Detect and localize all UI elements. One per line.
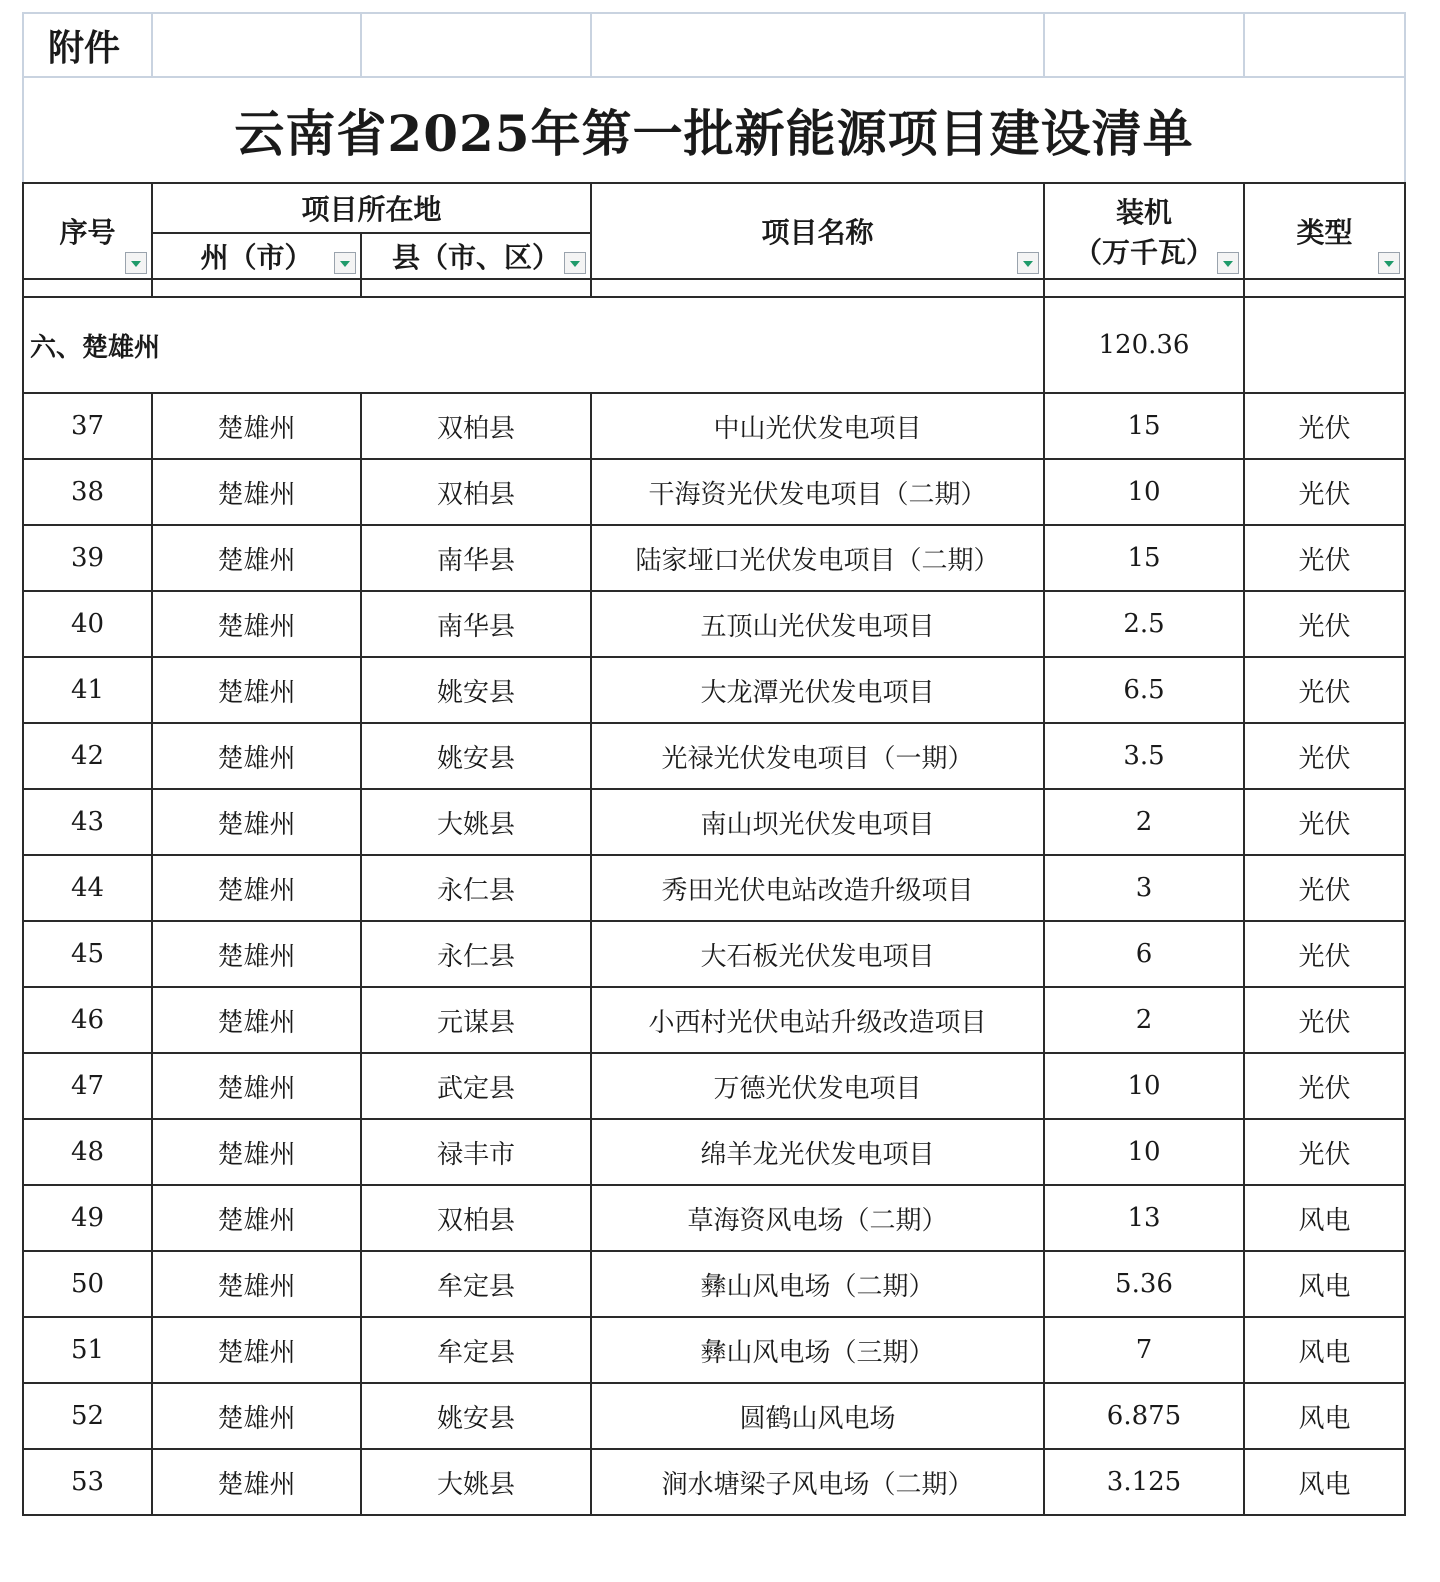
- cell-capacity[interactable]: 3: [1044, 855, 1244, 921]
- cell-type[interactable]: 光伏: [1244, 459, 1405, 525]
- section-row: [23, 297, 1405, 393]
- empty-cell[interactable]: [23, 279, 152, 297]
- cell-county[interactable]: 姚安县: [361, 1383, 591, 1449]
- cell-prefecture[interactable]: 楚雄州: [152, 1251, 361, 1317]
- cell-prefecture[interactable]: 楚雄州: [152, 855, 361, 921]
- cell-project-name[interactable]: 绵羊龙光伏发电项目: [591, 1119, 1044, 1185]
- cell-capacity[interactable]: 3.5: [1044, 723, 1244, 789]
- cell-type[interactable]: 光伏: [1244, 1119, 1405, 1185]
- cell-project-name[interactable]: 大石板光伏发电项目: [591, 921, 1044, 987]
- filter-dropdown-icon[interactable]: [564, 252, 586, 274]
- header-capacity-line2: （万千瓦）: [1073, 236, 1214, 269]
- cell-type[interactable]: 光伏: [1244, 591, 1405, 657]
- attachment-row: [23, 13, 1405, 77]
- cell-seq[interactable]: 37: [23, 393, 152, 459]
- cell-county[interactable]: 姚安县: [361, 723, 591, 789]
- header-capacity[interactable]: [1044, 183, 1244, 279]
- empty-cell[interactable]: [152, 279, 361, 297]
- empty-cell[interactable]: [1244, 279, 1405, 297]
- table-row: [23, 459, 1405, 525]
- filter-dropdown-icon[interactable]: [125, 252, 147, 274]
- cell-prefecture[interactable]: 楚雄州: [152, 525, 361, 591]
- cell-capacity[interactable]: 2: [1044, 789, 1244, 855]
- cell-seq[interactable]: 45: [23, 921, 152, 987]
- cell-county[interactable]: 元谋县: [361, 987, 591, 1053]
- cell-capacity[interactable]: 15: [1044, 393, 1244, 459]
- cell-type[interactable]: 光伏: [1244, 1053, 1405, 1119]
- section-label[interactable]: 六、楚雄州: [23, 297, 1044, 393]
- cell-capacity[interactable]: 15: [1044, 525, 1244, 591]
- empty-cell[interactable]: [1244, 297, 1405, 393]
- empty-cell[interactable]: [361, 279, 591, 297]
- empty-cell[interactable]: [1244, 13, 1405, 77]
- cell-project-name[interactable]: 光禄光伏发电项目（一期）: [591, 723, 1044, 789]
- page-title: 云南省2025年第一批新能源项目建设清单: [23, 77, 1405, 183]
- cell-type[interactable]: 风电: [1244, 1185, 1405, 1251]
- cell-capacity[interactable]: 2: [1044, 987, 1244, 1053]
- spreadsheet: [22, 12, 1404, 1516]
- filter-dropdown-icon[interactable]: [1217, 252, 1239, 274]
- cell-type[interactable]: 光伏: [1244, 855, 1405, 921]
- cell-type[interactable]: 风电: [1244, 1449, 1405, 1515]
- header-location: 项目所在地: [152, 183, 591, 233]
- cell-seq[interactable]: 41: [23, 657, 152, 723]
- cell-seq[interactable]: 47: [23, 1053, 152, 1119]
- cell-type[interactable]: 光伏: [1244, 987, 1405, 1053]
- empty-cell[interactable]: [1044, 279, 1244, 297]
- header-county-label: 县（市、区）: [391, 241, 560, 274]
- cell-project-name[interactable]: 陆家垭口光伏发电项目（二期）: [591, 525, 1044, 591]
- cell-prefecture[interactable]: 楚雄州: [152, 1053, 361, 1119]
- cell-capacity[interactable]: 10: [1044, 1053, 1244, 1119]
- cell-prefecture[interactable]: 楚雄州: [152, 1185, 361, 1251]
- table-row: [23, 921, 1405, 987]
- cell-capacity[interactable]: 5.36: [1044, 1251, 1244, 1317]
- empty-cell[interactable]: [1044, 13, 1244, 77]
- cell-project-name[interactable]: 彝山风电场（二期）: [591, 1251, 1044, 1317]
- cell-type[interactable]: 风电: [1244, 1383, 1405, 1449]
- header-seq-label: 序号: [59, 216, 116, 249]
- cell-project-name[interactable]: 万德光伏发电项目: [591, 1053, 1044, 1119]
- cell-county[interactable]: 武定县: [361, 1053, 591, 1119]
- cell-prefecture[interactable]: 楚雄州: [152, 1317, 361, 1383]
- cell-seq[interactable]: 44: [23, 855, 152, 921]
- cell-project-name[interactable]: 干海资光伏发电项目（二期）: [591, 459, 1044, 525]
- cell-seq[interactable]: 51: [23, 1317, 152, 1383]
- cell-county[interactable]: 大姚县: [361, 1449, 591, 1515]
- cell-capacity[interactable]: 10: [1044, 1119, 1244, 1185]
- cell-project-name[interactable]: 秀田光伏电站改造升级项目: [591, 855, 1044, 921]
- cell-capacity[interactable]: 6.875: [1044, 1383, 1244, 1449]
- header-project-name[interactable]: [591, 183, 1044, 279]
- cell-project-name[interactable]: 彝山风电场（三期）: [591, 1317, 1044, 1383]
- empty-cell[interactable]: [361, 13, 591, 77]
- cell-prefecture[interactable]: 楚雄州: [152, 591, 361, 657]
- cell-project-name[interactable]: 中山光伏发电项目: [591, 393, 1044, 459]
- header-capacity-line1: 装机: [1115, 196, 1172, 229]
- cell-seq[interactable]: 49: [23, 1185, 152, 1251]
- cell-prefecture[interactable]: 楚雄州: [152, 393, 361, 459]
- spacer-row: [23, 279, 1405, 297]
- empty-cell[interactable]: [591, 279, 1044, 297]
- table-row: [23, 1119, 1405, 1185]
- cell-county[interactable]: 牟定县: [361, 1317, 591, 1383]
- cell-project-name[interactable]: 大龙潭光伏发电项目: [591, 657, 1044, 723]
- cell-seq[interactable]: 53: [23, 1449, 152, 1515]
- table-row: [23, 1449, 1405, 1515]
- cell-county[interactable]: 双柏县: [361, 393, 591, 459]
- title-row: [23, 77, 1405, 183]
- cell-prefecture[interactable]: 楚雄州: [152, 1119, 361, 1185]
- cell-county[interactable]: 大姚县: [361, 789, 591, 855]
- header-prefecture-label: 州（市）: [200, 241, 313, 274]
- table-row: [23, 789, 1405, 855]
- cell-seq[interactable]: 46: [23, 987, 152, 1053]
- cell-prefecture[interactable]: 楚雄州: [152, 459, 361, 525]
- project-table: [22, 12, 1406, 1516]
- cell-project-name[interactable]: 小西村光伏电站升级改造项目: [591, 987, 1044, 1053]
- header-prefecture[interactable]: [152, 233, 361, 279]
- cell-seq[interactable]: 43: [23, 789, 152, 855]
- cell-capacity[interactable]: 13: [1044, 1185, 1244, 1251]
- empty-cell[interactable]: [591, 13, 1044, 77]
- cell-capacity[interactable]: 6: [1044, 921, 1244, 987]
- attachment-label: 附件: [23, 13, 152, 77]
- empty-cell[interactable]: [152, 13, 361, 77]
- cell-capacity[interactable]: 7: [1044, 1317, 1244, 1383]
- cell-type[interactable]: 风电: [1244, 1251, 1405, 1317]
- table-row: [23, 723, 1405, 789]
- cell-county[interactable]: 南华县: [361, 591, 591, 657]
- cell-county[interactable]: 双柏县: [361, 459, 591, 525]
- header-seq[interactable]: [23, 183, 152, 279]
- cell-capacity[interactable]: 3.125: [1044, 1449, 1244, 1515]
- cell-seq[interactable]: 39: [23, 525, 152, 591]
- table-row: [23, 1251, 1405, 1317]
- table-row: [23, 855, 1405, 921]
- table-row: [23, 1383, 1405, 1449]
- cell-project-name[interactable]: 草海资风电场（二期）: [591, 1185, 1044, 1251]
- header-type-label: 类型: [1296, 216, 1353, 249]
- cell-prefecture[interactable]: 楚雄州: [152, 921, 361, 987]
- cell-county[interactable]: 双柏县: [361, 1185, 591, 1251]
- cell-seq[interactable]: 42: [23, 723, 152, 789]
- cell-seq[interactable]: 50: [23, 1251, 152, 1317]
- cell-type[interactable]: 光伏: [1244, 789, 1405, 855]
- header-project-name-label: 项目名称: [761, 216, 874, 249]
- table-row: [23, 591, 1405, 657]
- cell-project-name[interactable]: 圆鹤山风电场: [591, 1383, 1044, 1449]
- cell-seq[interactable]: 38: [23, 459, 152, 525]
- header-county[interactable]: [361, 233, 591, 279]
- cell-county[interactable]: 牟定县: [361, 1251, 591, 1317]
- cell-type[interactable]: 风电: [1244, 1317, 1405, 1383]
- cell-seq[interactable]: 52: [23, 1383, 152, 1449]
- cell-county[interactable]: 永仁县: [361, 921, 591, 987]
- table-row: [23, 987, 1405, 1053]
- cell-capacity[interactable]: 2.5: [1044, 591, 1244, 657]
- table-row: [23, 525, 1405, 591]
- cell-prefecture[interactable]: 楚雄州: [152, 1383, 361, 1449]
- cell-county[interactable]: 姚安县: [361, 657, 591, 723]
- header-type[interactable]: [1244, 183, 1405, 279]
- filter-dropdown-icon[interactable]: [1017, 252, 1039, 274]
- cell-county[interactable]: 永仁县: [361, 855, 591, 921]
- header-row-1: [23, 183, 1405, 233]
- cell-type[interactable]: 光伏: [1244, 723, 1405, 789]
- cell-type[interactable]: 光伏: [1244, 525, 1405, 591]
- cell-type[interactable]: 光伏: [1244, 657, 1405, 723]
- filter-dropdown-icon[interactable]: [334, 252, 356, 274]
- cell-project-name[interactable]: 涧水塘梁子风电场（二期）: [591, 1449, 1044, 1515]
- cell-seq[interactable]: 48: [23, 1119, 152, 1185]
- table-row: [23, 393, 1405, 459]
- cell-project-name[interactable]: 五顶山光伏发电项目: [591, 591, 1044, 657]
- table-row: [23, 657, 1405, 723]
- section-total-capacity[interactable]: 120.36: [1044, 297, 1244, 393]
- cell-type[interactable]: 光伏: [1244, 921, 1405, 987]
- cell-type[interactable]: 光伏: [1244, 393, 1405, 459]
- cell-prefecture[interactable]: 楚雄州: [152, 987, 361, 1053]
- filter-dropdown-icon[interactable]: [1378, 252, 1400, 274]
- cell-prefecture[interactable]: 楚雄州: [152, 723, 361, 789]
- table-row: [23, 1317, 1405, 1383]
- cell-seq[interactable]: 40: [23, 591, 152, 657]
- cell-prefecture[interactable]: 楚雄州: [152, 657, 361, 723]
- table-row: [23, 1053, 1405, 1119]
- cell-prefecture[interactable]: 楚雄州: [152, 1449, 361, 1515]
- cell-county[interactable]: 禄丰市: [361, 1119, 591, 1185]
- cell-project-name[interactable]: 南山坝光伏发电项目: [591, 789, 1044, 855]
- table-row: [23, 1185, 1405, 1251]
- cell-county[interactable]: 南华县: [361, 525, 591, 591]
- cell-prefecture[interactable]: 楚雄州: [152, 789, 361, 855]
- cell-capacity[interactable]: 6.5: [1044, 657, 1244, 723]
- cell-capacity[interactable]: 10: [1044, 459, 1244, 525]
